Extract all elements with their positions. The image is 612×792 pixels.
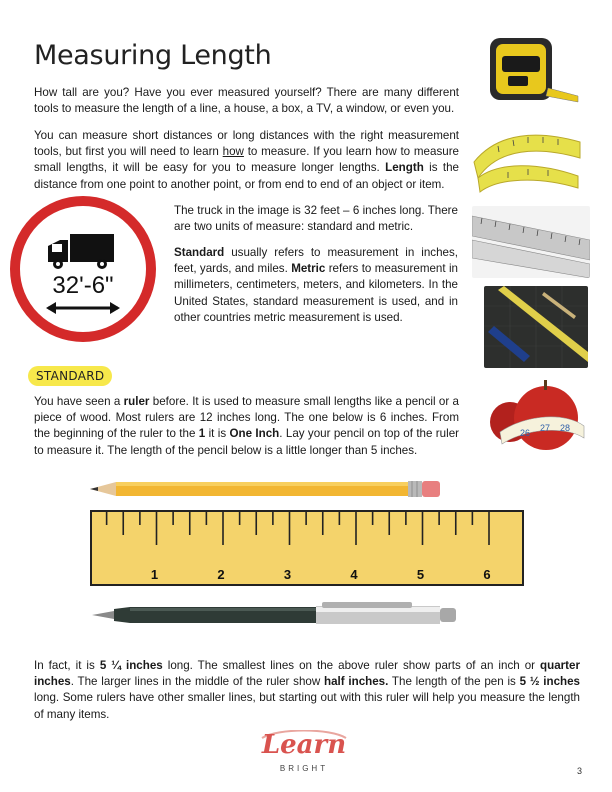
ruler-paragraph: You have seen a ruler before. It is used to measure small lengths like a pencil or a piece of wood. Most rulers are 12 inches long. The one below is 6 inches. From the beginning of the ruler to the 1 it is One Inch. Lay your pencil on top of the ruler to measure it. The length of the pencil below is a little longer than 5 inches. bbox=[34, 395, 459, 457]
pencil-image bbox=[88, 476, 444, 502]
flexible-tape-photo bbox=[468, 122, 586, 200]
svg-text:28: 28 bbox=[560, 423, 571, 433]
ruler-number-label: 3 bbox=[283, 567, 292, 582]
ruler-number-label: 2 bbox=[217, 567, 225, 582]
standard-section-label: STANDARD bbox=[28, 366, 112, 386]
ruler-number-label: 5 bbox=[416, 567, 425, 582]
page-title: Measuring Length bbox=[34, 40, 272, 71]
six-inch-ruler bbox=[90, 510, 524, 586]
svg-text:27: 27 bbox=[540, 423, 551, 433]
ruler-number-label: 1 bbox=[150, 567, 159, 582]
sign-length-text: 32'-6" bbox=[52, 272, 114, 299]
logo-bright-text: BRIGHT bbox=[279, 764, 329, 773]
page-number: 3 bbox=[576, 766, 582, 776]
pen-image bbox=[90, 600, 462, 630]
intro-paragraph: How tall are you? Have you ever measured yourself? There are many different tools to measure the length of a line, a house, a box, a TV, a window, or even you. bbox=[34, 86, 459, 116]
underlined-how: how bbox=[222, 145, 244, 159]
conclusion-paragraph: In fact, it is 5 ¼ inches long. The smallest lines on the above ruler show parts of an inch or quarter inches. The larger lines in the middle of the ruler show half inches. The length of the pen is 5 ½ inches long. Some rulers have other smaller lines, but starting out with this ruler will help you measure the length of many items. bbox=[34, 659, 580, 721]
cutting-tools-photo bbox=[484, 286, 588, 368]
pen-tip bbox=[92, 611, 114, 619]
apple-tape-photo bbox=[486, 374, 586, 458]
pen-button bbox=[440, 608, 456, 622]
ruler-number-label: 6 bbox=[483, 567, 491, 582]
ruler-number-label: 4 bbox=[350, 567, 358, 582]
sign-red-ring bbox=[15, 201, 151, 337]
pen-clip bbox=[322, 602, 412, 608]
logo-learn-text: Learn bbox=[261, 730, 347, 760]
svg-text:26: 26 bbox=[520, 428, 531, 438]
tape-measure-photo bbox=[482, 30, 582, 114]
standard-metric-paragraph: Standard usually refers to measurement in inches, feet, yards, and miles. Metric refers to measurement in millimeters, centimeters, meters, and kilometers. In the United States, standard measurement is used, and in other countries metric measurement is used. bbox=[174, 246, 458, 324]
pencil-eraser bbox=[422, 481, 440, 497]
metal-rulers-photo bbox=[472, 206, 590, 278]
truck-length-sign bbox=[10, 196, 156, 342]
length-paragraph: You can measure short distances or long distances with the right measurement tools, but first you will need to learn how to measure. If you learn how to measure small lengths, it will be easy for you to measure longer lengths. Length is the distance from one point to another point, or from end to end of an object or item. bbox=[34, 129, 459, 191]
truck-paragraph: The truck in the image is 32 feet – 6 inches long. There are two units of measure: standard and metric. bbox=[174, 204, 458, 234]
length-term: Length bbox=[385, 161, 424, 175]
pencil-ferrule bbox=[408, 481, 422, 497]
